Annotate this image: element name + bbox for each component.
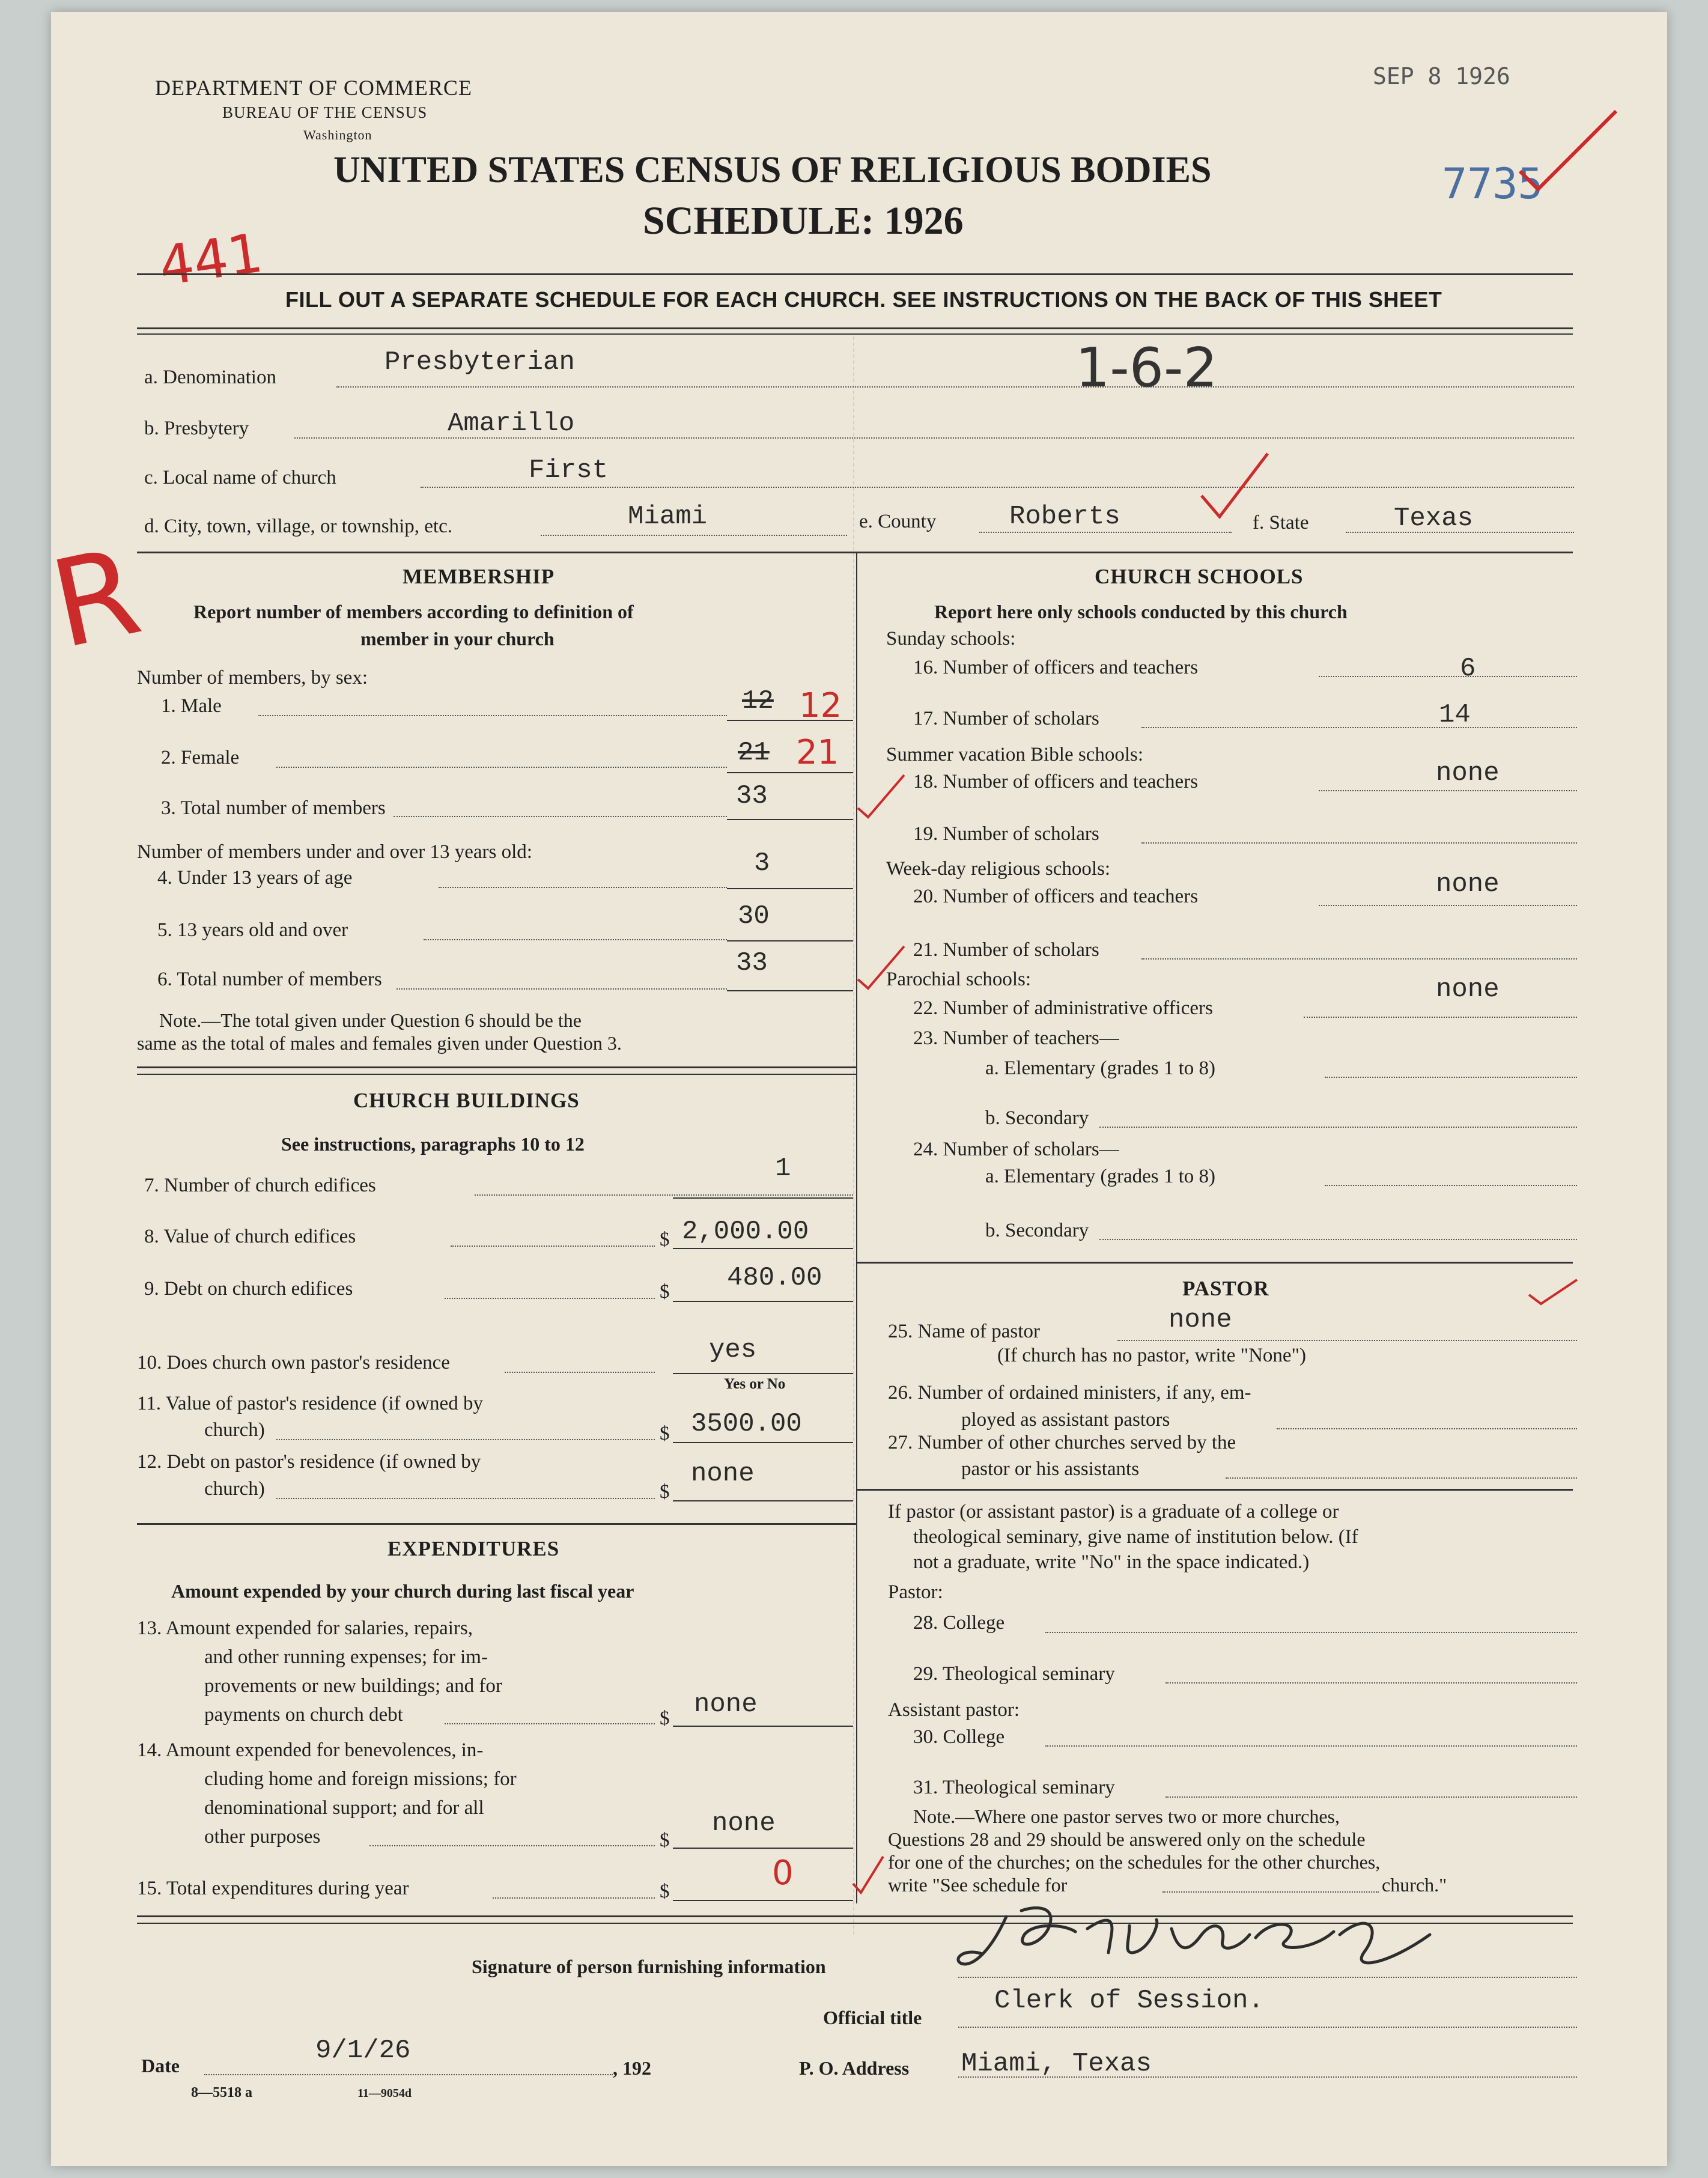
denomination-line [336,386,1574,388]
buildings-subheading: See instructions, paragraphs 10 to 12 [281,1133,585,1155]
q9-dollar: $ [660,1281,670,1303]
red-check-mark-icon [1514,105,1622,195]
q13-label-2: and other running expenses; for im- [204,1646,488,1668]
q25-line [1117,1340,1577,1341]
q3-answer-line [727,819,853,820]
section-divider [137,552,1573,553]
q8-dollar: $ [660,1229,670,1250]
by-sex-label: Number of members, by sex: [137,667,368,689]
county-line [979,532,1232,533]
q22-value[interactable]: none [1436,975,1500,1005]
q8-label: 8. Value of church edifices [144,1226,356,1247]
header-rule-top [137,273,1573,275]
red-check-mark-icon [850,1854,886,1896]
q11-value[interactable]: 3500.00 [691,1409,802,1439]
q31-label: 31. Theological seminary [913,1777,1115,1798]
membership-rule [137,1066,856,1068]
pastor-subheading: Pastor: [888,1581,943,1603]
signature-label: Signature of person furnishing information [472,1956,826,1977]
q13-label-4: payments on church debt [204,1704,403,1726]
file-number-stamp: 7735 [1442,159,1543,208]
q1-answer-line [727,720,853,721]
q8-line [451,1246,655,1247]
q11-dollar: $ [660,1423,670,1444]
q5-line [424,939,727,940]
membership-heading: MEMBERSHIP [403,565,555,588]
q14-answer-line [673,1848,853,1849]
local-name-label: c. Local name of church [144,467,336,488]
form-number: 8—5518 a [191,2085,252,2100]
q13-answer-line [673,1726,853,1727]
q7-value[interactable]: 1 [775,1154,791,1184]
q7-line [475,1194,853,1196]
schools-heading: CHURCH SCHOOLS [1095,565,1304,588]
q24b-label: b. Secondary [985,1220,1089,1241]
q4-line [439,887,727,888]
q14-label: 14. Amount expended for benevolences, in- [137,1739,484,1761]
q22-label: 22. Number of administrative officers [913,997,1213,1019]
q17-label: 17. Number of scholars [913,708,1099,729]
graduate-instruction: If pastor (or assistant pastor) is a graduate of a college or [888,1501,1339,1522]
q23b-label: b. Secondary [985,1107,1089,1129]
q10-line [505,1372,655,1373]
weekday-schools-label: Week-day religious schools: [886,858,1111,880]
q23a-line [1325,1077,1577,1078]
q31-line [1166,1796,1577,1798]
state-label: f. State [1253,512,1309,534]
q12-answer-line [673,1500,853,1501]
q12-dollar: $ [660,1481,670,1503]
bureau-name: BUREAU OF THE CENSUS [222,103,428,121]
official-title-line [958,2027,1577,2028]
q16-value[interactable]: 6 [1460,654,1476,684]
local-name-line [421,487,1574,488]
q15-label: 15. Total expenditures during year [137,1878,409,1899]
q26-label: 26. Number of ordained ministers, if any, em- [888,1382,1251,1404]
q14-value[interactable]: none [712,1808,776,1839]
q10-hint: Yes or No [724,1376,786,1392]
city-label: d. City, town, village, or township, etc. [144,516,452,537]
q6-answer-line [727,990,853,991]
pastor-note-2: Questions 28 and 29 should be answered only on the schedule [888,1828,1366,1850]
summer-schools-label: Summer vacation Bible schools: [886,744,1144,765]
q20-line [1319,905,1577,906]
schools-rule [856,1262,1573,1264]
pastor-note-4: write "See schedule for [888,1874,1068,1896]
sunday-schools-label: Sunday schools: [886,628,1016,649]
instructions-banner: FILL OUT A SEPARATE SCHEDULE FOR EACH CHURCH. SEE INSTRUCTIONS ON THE BACK OF THIS SHEET [285,287,1442,312]
buildings-heading: CHURCH BUILDINGS [353,1089,580,1112]
membership-subheading-2: member in your church [360,628,555,649]
q10-label: 10. Does church own pastor's residence [137,1352,450,1373]
header-rule-bottom [137,327,1573,329]
presbytery-value[interactable]: Amarillo [448,409,575,439]
q27-label: 27. Number of other churches served by the [888,1432,1236,1453]
q27-label-2: pastor or his assistants [961,1458,1140,1480]
city-line [541,535,847,536]
q17-line [1141,727,1577,728]
q2-correction: 21 [796,733,839,772]
q9-value[interactable]: 480.00 [727,1263,822,1293]
q3-value[interactable]: 33 [736,781,768,811]
date-line [204,2074,613,2075]
local-name-value[interactable]: First [529,455,609,485]
membership-rule-double [137,1074,856,1075]
q9-label: 9. Debt on church edifices [144,1278,353,1300]
q15-line [493,1897,655,1899]
q7-answer-line [673,1197,853,1199]
official-title-value[interactable]: Clerk of Session. [994,1986,1264,2016]
parochial-schools-label: Parochial schools: [886,969,1032,990]
denomination-label: a. Denomination [144,367,276,388]
expenditures-heading: EXPENDITURES [387,1537,560,1560]
q4-value[interactable]: 3 [754,848,770,878]
graduate-instruction-3: not a graduate, write "No" in the space indicated.) [913,1551,1310,1573]
q24a-label: a. Elementary (grades 1 to 8) [985,1166,1216,1187]
date-value[interactable]: 9/1/26 [315,2036,411,2066]
red-check-mark-icon [1526,1274,1580,1310]
q15-value[interactable]: 0 [772,1854,794,1893]
schools-subheading: Report here only schools conducted by this church [934,601,1348,622]
q27-line [1226,1477,1577,1479]
q11-line [276,1439,655,1440]
county-label: e. County [859,511,937,532]
form-subtitle: SCHEDULE: 1926 [643,199,964,243]
q6-line [397,988,727,990]
handwritten-number-441: 441 [155,221,267,299]
q23b-line [1099,1127,1577,1128]
q15-dollar: $ [660,1881,670,1902]
expenditures-subheading: Amount expended by your church during last fiscal year [171,1580,634,1602]
q30-line [1045,1745,1577,1747]
q26-label-2: ployed as assistant pastors [961,1409,1170,1431]
q5-value[interactable]: 30 [738,901,770,931]
q3-label: 3. Total number of members [161,797,386,819]
q5-label: 5. 13 years old and over [157,919,348,941]
q16-line [1319,676,1577,677]
q5-answer-line [727,940,853,941]
q12-line [276,1498,655,1499]
q18-label: 18. Number of officers and teachers [913,771,1199,792]
date-year-suffix: , 192 [613,2057,651,2079]
q15-answer-line [673,1900,853,1901]
q8-answer-line [673,1248,853,1249]
q25-hint: (If church has no pastor, write "None") [997,1345,1307,1366]
q1-value[interactable]: 12 [742,686,774,716]
q21-line [1141,958,1577,960]
q22-line [1304,1017,1577,1018]
buildings-rule [137,1523,856,1525]
q13-value[interactable]: none [694,1690,758,1720]
q2-value[interactable]: 21 [738,738,770,768]
q13-dollar: $ [660,1708,670,1729]
q29-label: 29. Theological seminary [913,1663,1115,1685]
q14-label-2: cluding home and foreign missions; for [204,1768,517,1790]
q11-label: 11. Value of pastor's residence (if owned by [137,1393,483,1414]
department-name: DEPARTMENT OF COMMERCE [155,76,472,100]
q1-correction: 12 [799,686,842,725]
q16-label: 16. Number of officers and teachers [913,657,1199,678]
pastor-heading: PASTOR [1182,1277,1269,1300]
q23-label: 23. Number of teachers— [913,1027,1119,1049]
po-address-label: P. O. Address [799,2057,910,2079]
official-title-label: Official title [823,2007,922,2028]
q7-label: 7. Number of church edifices [144,1175,376,1196]
q9-answer-line [673,1301,853,1302]
q18-line [1319,790,1577,791]
received-date-stamp: SEP 8 1926 [1373,63,1510,90]
q2-answer-line [727,772,853,773]
column-divider [856,552,857,1903]
q12-value[interactable]: none [691,1459,755,1489]
q10-value[interactable]: yes [709,1335,757,1365]
q4-answer-line [727,888,853,889]
q10-answer-line [673,1373,853,1374]
membership-note: Note.—The total given under Question 6 should be the [159,1009,582,1031]
q6-value[interactable]: 33 [736,948,768,978]
age-intro-label: Number of members under and over 13 years old: [137,841,532,863]
assistant-pastor-subheading: Assistant pastor: [888,1699,1020,1721]
pastor-note: Note.—Where one pastor serves two or more churches, [913,1805,1340,1827]
graduate-instruction-2: theological seminary, give name of institution below. (If [913,1526,1358,1548]
signature-image [949,1893,1490,1989]
pastor-rule [856,1489,1573,1491]
handwritten-letter-r: R [40,522,151,676]
red-check-mark-icon [853,772,907,820]
q13-label: 13. Amount expended for salaries, repairs, [137,1617,473,1639]
q2-label: 2. Female [161,747,240,768]
membership-note-2: same as the total of males and females given under Question 3. [137,1032,622,1054]
q12-label: 12. Debt on pastor's residence (if owned by [137,1451,481,1473]
county-value[interactable]: Roberts [1009,502,1120,532]
bureau-city: Washington [303,127,372,142]
q19-line [1141,842,1577,844]
q11-label-2: church) [204,1419,265,1441]
print-number: 11—9054d [357,2087,412,2100]
q18-value[interactable]: none [1436,758,1500,788]
q14-dollar: $ [660,1830,670,1851]
pastor-note-3: for one of the churches; on the schedules for the other churches, [888,1851,1381,1873]
q20-value[interactable]: none [1436,869,1500,899]
q24b-line [1099,1239,1577,1240]
q30-label: 30. College [913,1726,1005,1748]
q25-value[interactable]: none [1169,1305,1232,1335]
q6-label: 6. Total number of members [157,969,382,990]
q3-line [394,816,727,817]
membership-subheading: Report number of members according to definition of [193,601,634,622]
fold-line [853,336,854,1935]
q28-label: 28. College [913,1612,1005,1634]
q24-label: 24. Number of scholars— [913,1139,1119,1160]
q26-line [1277,1428,1577,1429]
q8-value[interactable]: 2,000.00 [682,1217,809,1247]
q19-label: 19. Number of scholars [913,823,1099,845]
q9-line [445,1298,655,1299]
q2-line [276,767,727,768]
q21-label: 21. Number of scholars [913,939,1099,961]
city-value[interactable]: Miami [628,502,708,532]
pastor-note-5: church." [1382,1874,1447,1896]
q13-label-3: provements or new buildings; and for [204,1675,502,1697]
po-address-value[interactable]: Miami, Texas [961,2049,1152,2079]
q14-label-3: denominational support; and for all [204,1797,484,1819]
q13-line [445,1723,655,1724]
handwritten-code: 1-6-2 [1075,336,1218,400]
q20-label: 20. Number of officers and teachers [913,886,1199,907]
q17-value[interactable]: 14 [1439,700,1471,730]
form-title: UNITED STATES CENSUS OF RELIGIOUS BODIES [333,150,1212,190]
q12-label-2: church) [204,1478,265,1500]
date-label: Date [141,2055,180,2076]
q14-line [369,1845,655,1846]
q4-label: 4. Under 13 years of age [157,867,353,889]
q24a-line [1325,1185,1577,1186]
q1-line [258,715,727,716]
q23a-label: a. Elementary (grades 1 to 8) [985,1057,1216,1079]
q1-label: 1. Male [161,695,222,717]
q11-answer-line [673,1442,853,1443]
q29-line [1166,1682,1577,1684]
q25-label: 25. Name of pastor [888,1321,1040,1342]
denomination-value[interactable]: Presbyterian [384,347,575,377]
q28-line [1045,1632,1577,1633]
state-value[interactable]: Texas [1394,503,1474,534]
presbytery-label: b. Presbytery [144,418,249,439]
header-rule-double [137,333,1573,335]
q14-label-4: other purposes [204,1826,321,1848]
